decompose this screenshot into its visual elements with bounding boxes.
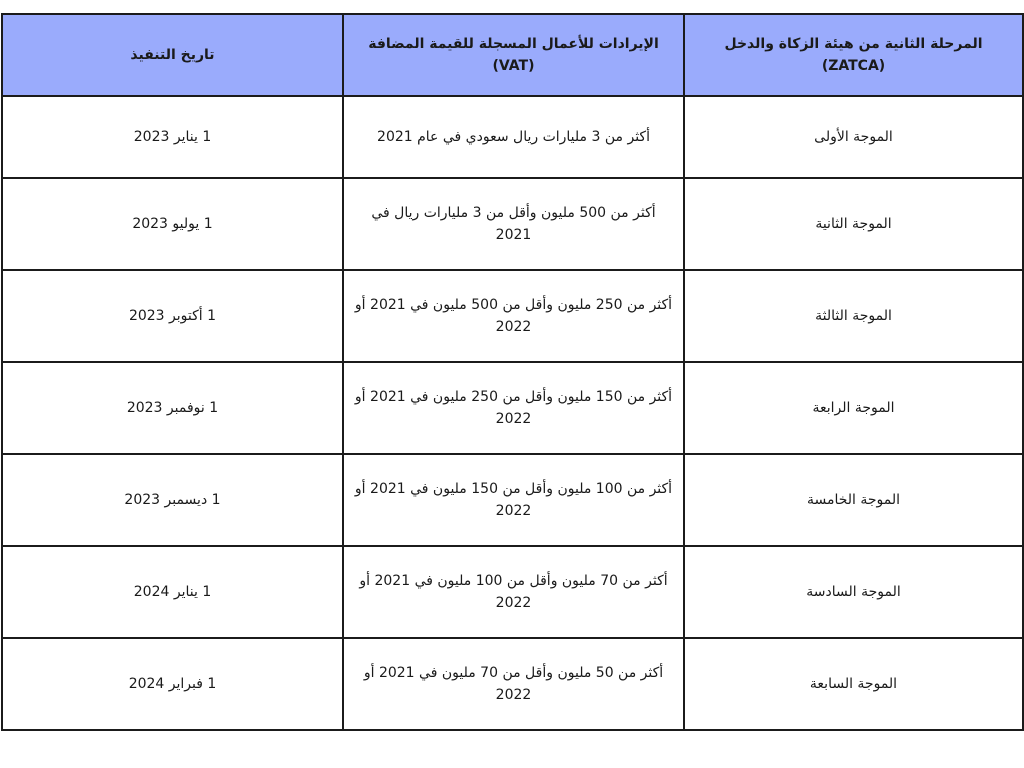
table-row	[2, 546, 1023, 638]
cell-date: 1 نوفمبر 2023	[2, 362, 343, 454]
cell-date: 1 يناير 2023	[2, 96, 343, 178]
table-row	[2, 270, 1023, 362]
cell-date: 1 أكتوبر 2023	[2, 270, 343, 362]
table-header-row	[2, 14, 1023, 96]
cell-date: 1 ديسمبر 2023	[2, 454, 343, 546]
cell-phase: الموجة الأولى	[684, 96, 1023, 178]
table-row	[2, 362, 1023, 454]
cell-date: 1 يناير 2024	[2, 546, 343, 638]
header-phase: المرحلة الثانية من هيئة الزكاة والدخل (ZATCA)	[684, 14, 1023, 96]
cell-phase: الموجة الخامسة	[684, 454, 1023, 546]
cell-phase: الموجة الرابعة	[684, 362, 1023, 454]
cell-revenue: أكثر من 500 مليون وأقل من 3 مليارات ريال في 2021	[343, 178, 684, 270]
header-date: تاريخ التنفيذ	[2, 14, 343, 96]
cell-phase: الموجة السابعة	[684, 638, 1023, 730]
cell-phase: الموجة الثانية	[684, 178, 1023, 270]
cell-revenue: أكثر من 250 مليون وأقل من 500 مليون في 2021 أو 2022	[343, 270, 684, 362]
cell-revenue: أكثر من 70 مليون وأقل من 100 مليون في 2021 أو 2022	[343, 546, 684, 638]
table-row	[2, 96, 1023, 178]
table-row	[2, 638, 1023, 730]
table-row	[2, 178, 1023, 270]
cell-phase: الموجة الثالثة	[684, 270, 1023, 362]
cell-revenue: أكثر من 150 مليون وأقل من 250 مليون في 2021 أو 2022	[343, 362, 684, 454]
cell-revenue: أكثر من 50 مليون وأقل من 70 مليون في 2021 أو 2022	[343, 638, 684, 730]
cell-revenue: أكثر من 100 مليون وأقل من 150 مليون في 2021 أو 2022	[343, 454, 684, 546]
cell-revenue: أكثر من 3 مليارات ريال سعودي في عام 2021	[343, 96, 684, 178]
cell-date: 1 يوليو 2023	[2, 178, 343, 270]
cell-phase: الموجة السادسة	[684, 546, 1023, 638]
cell-date: 1 فبراير 2024	[2, 638, 343, 730]
table-row	[2, 454, 1023, 546]
header-revenue: الإيرادات للأعمال المسجلة للقيمة المضافة (VAT)	[343, 14, 684, 96]
zatca-phase-two-table	[1, 13, 1024, 731]
